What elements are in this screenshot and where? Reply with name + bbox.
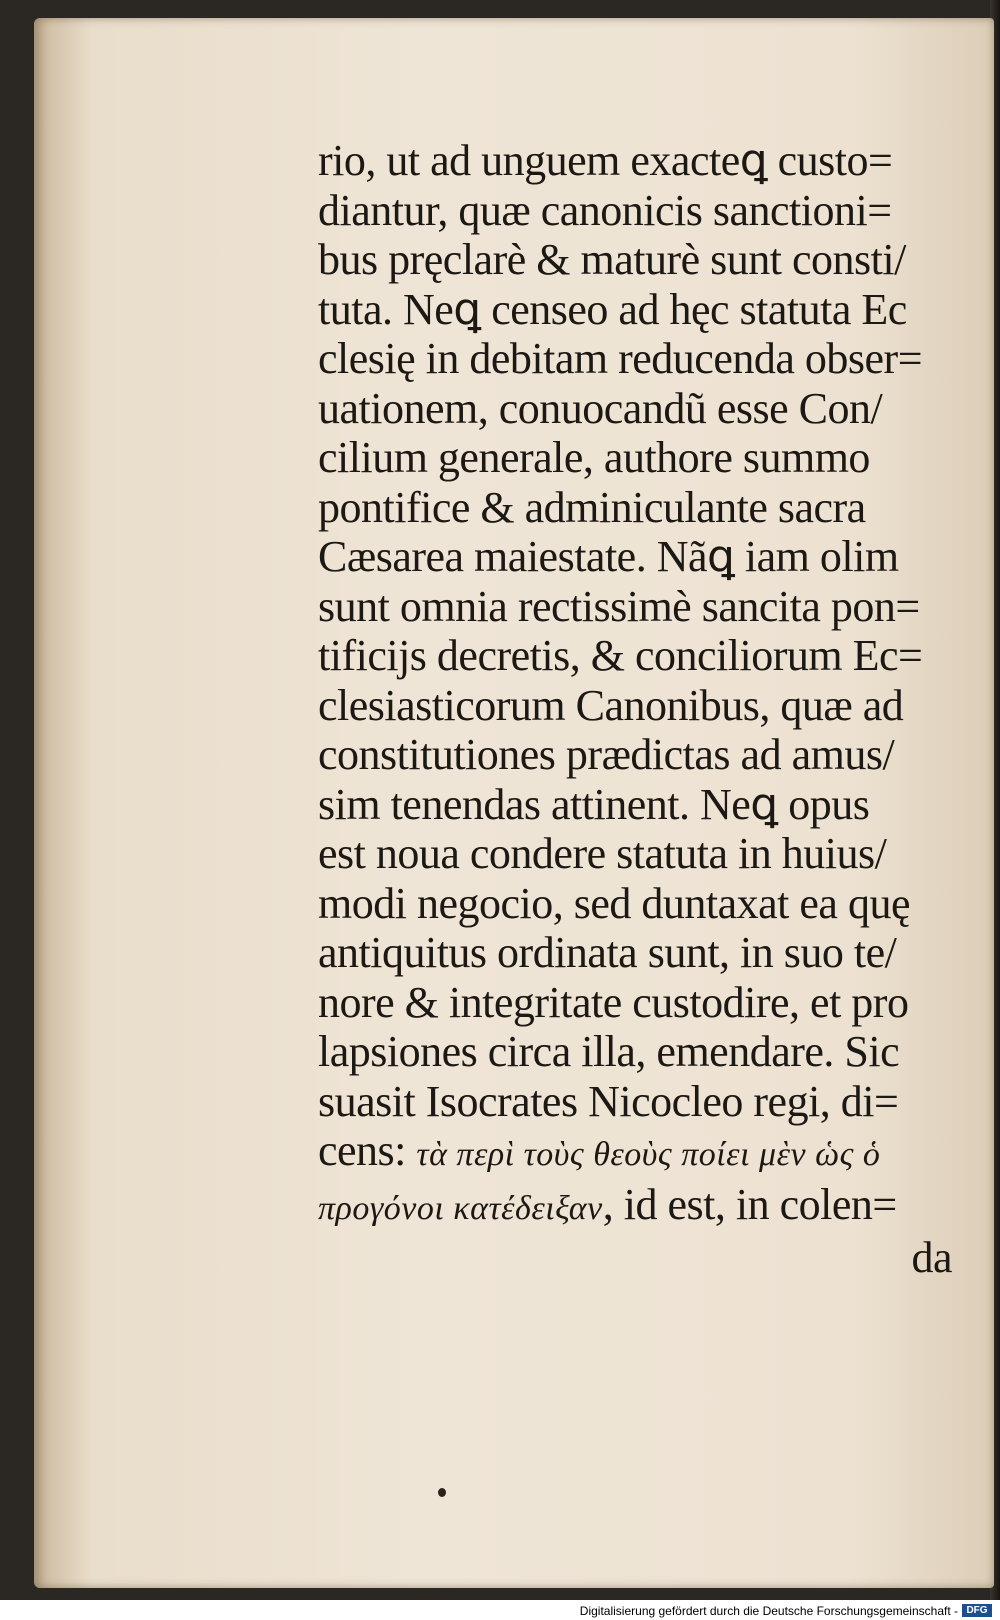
footer-bar — [0, 1600, 1000, 1620]
ink-spot — [438, 1488, 446, 1497]
text-line: suasit Isocrates Nicocleo regi, di= — [318, 1076, 899, 1126]
text-line: clesiasticorum Canonibus, quæ ad — [318, 680, 904, 730]
text-line: antiquitus ordinata sunt, in suo te/ — [318, 928, 897, 977]
text-line: sunt omnia rectissimè sancita pon= — [318, 581, 920, 631]
text-line: nore & integritate custodire, et pro — [318, 977, 909, 1027]
dfg-logo: DFG — [962, 1604, 992, 1617]
catchword: da — [911, 1233, 952, 1282]
text-line: Cæsarea maiestate. Nãꝗ iam olim — [318, 532, 899, 581]
text-line-with-greek — [318, 1180, 958, 1234]
greek-quote-line-2: προγόνοι κατέδειξαν — [318, 1189, 603, 1227]
text-segment: , id est, in colen= — [602, 1179, 897, 1229]
text-line: sim tenendas attinent. Neꝗ opus — [318, 779, 870, 829]
text-line: lapsiones circa illa, emendare. Sic — [318, 1027, 900, 1076]
text-line: clesię in debitam reducenda obser= — [318, 334, 923, 383]
funding-credit: Digitalisierung gefördert durch die Deutsche Forschungsgemeinschaft - — [579, 1604, 958, 1618]
greek-quote-line-1: τὰ περὶ τοὺς θεοὺς ποίει μὲν ὡς ὁ — [416, 1136, 881, 1173]
text-line: uationem, conuocandũ esse Con/ — [318, 383, 883, 433]
text-line: bus pręclarè & maturè sunt consti/ — [318, 235, 906, 284]
text-line: rio, ut ad unguem exacteꝗ custo= — [318, 136, 893, 185]
text-line: pontifice & adminiculante sacra — [318, 482, 866, 532]
page-text — [318, 136, 958, 1283]
text-line: cilium generale, authore summo — [318, 433, 870, 482]
text-line: est noua condere statuta in huius/ — [318, 829, 887, 878]
text-line: modi negocio, sed duntaxat ea quę — [318, 878, 910, 928]
text-line: tuta. Neꝗ censeo ad hęc statuta Ec — [318, 284, 907, 334]
text-segment: cens: — [318, 1126, 406, 1175]
text-line: constitutiones prædictas ad amus/ — [318, 730, 895, 779]
text-line: tificijs decretis, & conciliorum Ec= — [318, 631, 923, 680]
text-line-with-greek — [318, 1126, 958, 1180]
text-line: diantur, quæ canonicis sanctioni= — [318, 185, 892, 235]
